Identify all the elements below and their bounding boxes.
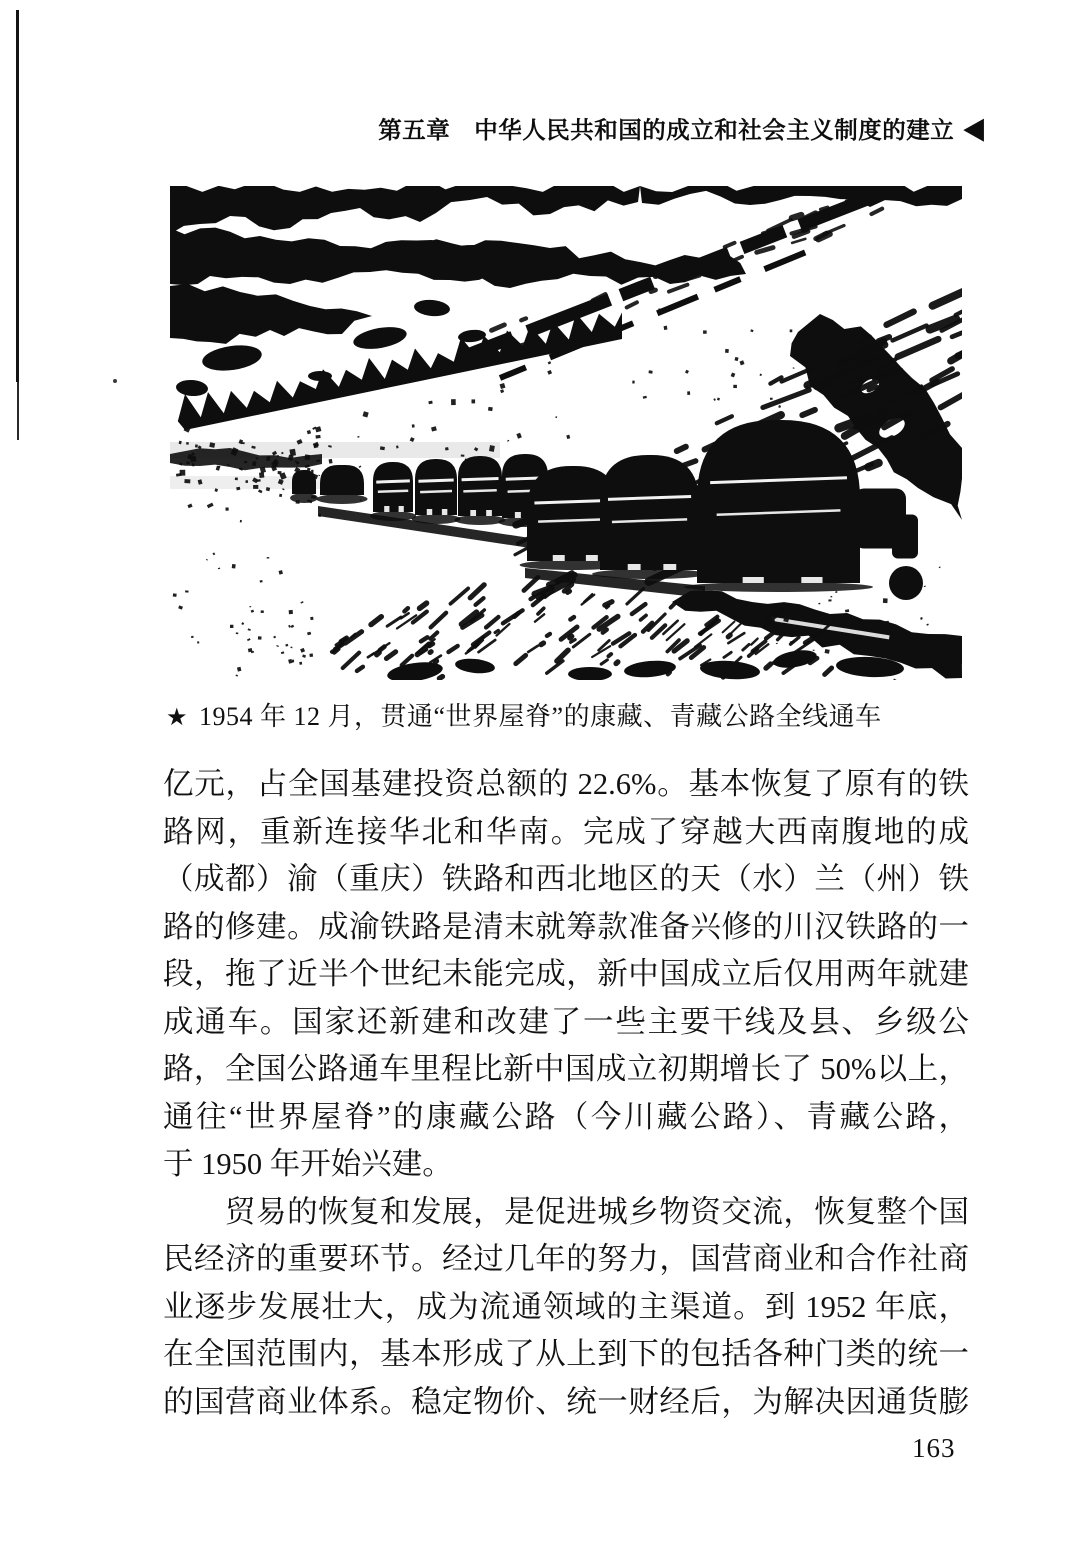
body-line: 段，拖了近半个世纪未能完成，新中国成立后仅用两年就建	[163, 957, 969, 991]
caption-text: 1954 年 12 月，贯通“世界屋脊”的康藏、青藏公路全线通车	[199, 702, 882, 731]
body-line: 的国营商业体系。稳定物价、统一财经后，为解决因通货膨	[163, 1384, 969, 1419]
body-line: 路，全国公路通车里程比新中国成立初期增长了 50%以上，	[163, 1052, 969, 1086]
body-line: 业逐步发展壮大，成为流通领域的主渠道。到 1952 年底，	[163, 1289, 969, 1324]
body-line: 通往“世界屋脊”的康藏公路（今川藏公路）、青藏公路，	[163, 1099, 969, 1134]
body-line: 在全国范围内，基本形成了从上到下的包括各种门类的统一	[163, 1337, 969, 1371]
convoy-photo	[170, 186, 962, 680]
chapter-marker-triangle-icon: ◀	[963, 110, 984, 146]
chapter-title: 中华人民共和国的成立和社会主义制度的建立	[474, 117, 955, 143]
convoy-photo-art	[170, 186, 962, 680]
star-icon: ★	[166, 703, 189, 731]
scan-artifact-line-tail	[17, 382, 19, 440]
photo-caption	[166, 696, 882, 733]
body-line: 成通车。国家还新建和改建了一些主要干线及县、乡级公	[163, 1004, 969, 1039]
body-line: 于 1950 年开始兴建。	[163, 1147, 453, 1181]
body-line: 路的修建。成渝铁路是清末就筹款准备兴修的川汉铁路的一	[163, 909, 969, 944]
body-line: 路网，重新连接华北和华南。完成了穿越大西南腹地的成	[163, 814, 969, 849]
chapter-number: 第五章	[378, 117, 451, 143]
body-line: （成都）渝（重庆）铁路和西北地区的天（水）兰（州）铁	[163, 862, 969, 896]
body-line: 贸易的恢复和发展，是促进城乡物资交流，恢复整个国	[163, 1194, 969, 1229]
chapter-header	[378, 111, 984, 145]
body-text	[163, 761, 969, 1426]
scan-artifact-line	[16, 10, 19, 382]
page-number: 163	[912, 1433, 956, 1463]
scan-artifact-dot	[113, 379, 117, 383]
body-line: 亿元，占全国基建投资总额的 22.6%。基本恢复了原有的铁	[163, 767, 969, 801]
body-line: 民经济的重要环节。经过几年的努力，国营商业和合作社商	[163, 1242, 969, 1276]
